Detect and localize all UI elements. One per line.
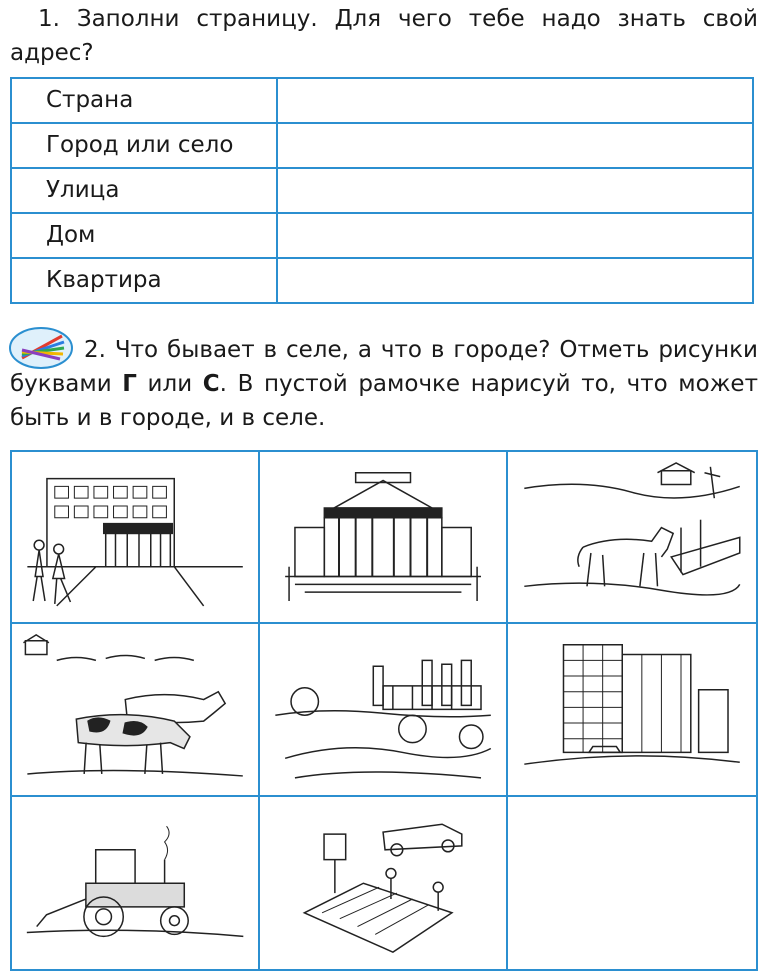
tractor-illustration [17,804,253,963]
address-table [10,77,754,304]
table-row [11,258,753,303]
letter-g: Г [122,371,137,397]
table-row [11,213,753,258]
letter-s: С [202,371,220,397]
task1-text: 1. Заполни страницу. Для чего тебе надо знать свой адрес? [10,6,758,66]
picture-grid [10,450,758,971]
task2-text-end: . В пустой рамочке нарисуй то, что может быть и в городе, и в селе. [10,371,758,431]
row-input-city[interactable] [277,123,753,168]
row-input-country[interactable] [277,78,753,123]
table-row [11,78,753,123]
cows-illustration [17,631,253,788]
theatre-illustration [265,459,501,616]
table-row [11,168,753,213]
task2-text-start: 2. Что бывает в селе, а что в городе? Отметь рисунки буквами [10,337,758,397]
table-row [11,123,753,168]
city-buildings-illustration [513,631,751,788]
picture-theatre[interactable] [260,452,508,624]
row-input-house[interactable] [277,213,753,258]
picture-hospital[interactable] [12,452,260,624]
picture-tractor[interactable] [12,797,260,969]
picture-underground-crossing[interactable] [260,797,508,969]
task2-text [10,333,758,435]
row-label-street: Улица [11,168,277,213]
row-label-apartment: Квартира [11,258,277,303]
row-label-country: Страна [11,78,277,123]
picture-city-buildings[interactable] [508,624,756,796]
picture-cows-pasture[interactable] [12,624,260,796]
row-input-apartment[interactable] [277,258,753,303]
hospital-illustration [17,459,253,616]
picture-horse-farm[interactable] [508,452,756,624]
row-label-city: Город или село [11,123,277,168]
row-input-street[interactable] [277,168,753,213]
underground-crossing-illustration [265,804,501,963]
task2-text-or: или [136,371,203,397]
factory-illustration [265,631,501,788]
picture-factory-landscape[interactable] [260,624,508,796]
row-label-house: Дом [11,213,277,258]
horse-farm-illustration [513,459,751,616]
picture-empty-frame[interactable] [508,797,756,969]
